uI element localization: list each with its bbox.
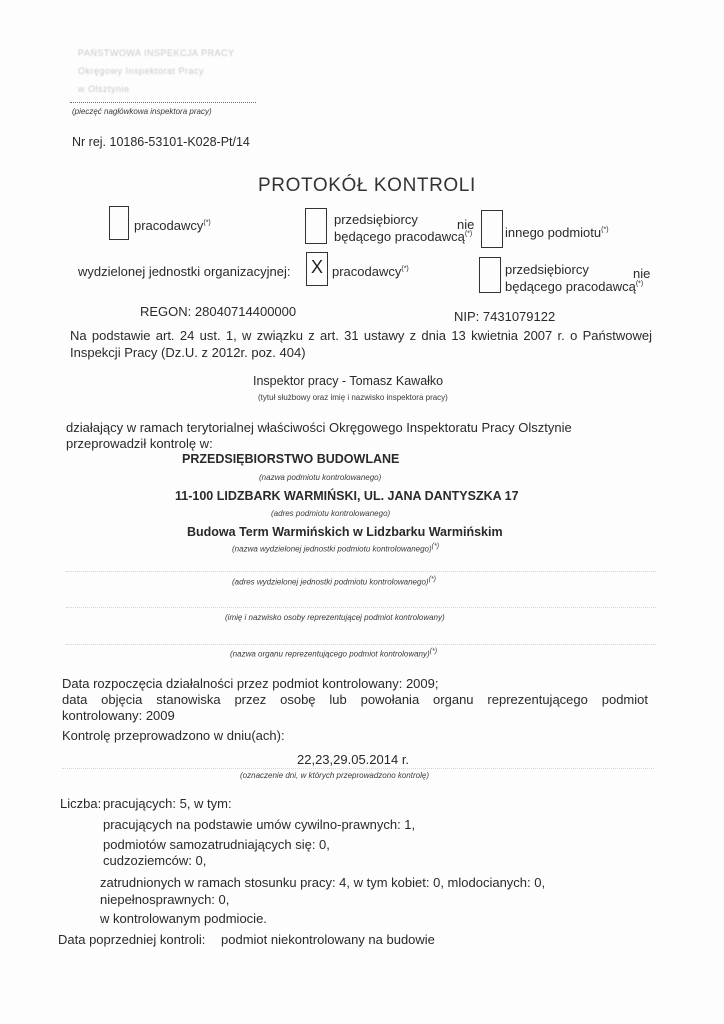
subject-unit: Budowa Term Warmińskich w Lidzbarku Warmińskim <box>187 525 503 539</box>
stamp-line-2: Okręgowy Inspektorat Pracy <box>78 66 205 76</box>
dotted-line-unit-address <box>66 571 656 572</box>
stamp-caption: (pieczęć nagłówkowa inspektora pracy) <box>72 107 212 116</box>
legal-basis-line-1: Na podstawie art. 24 ust. 1, w związku z art. 31 ustawy z dnia 13 kwietnia 2007 r. o Państwowej <box>70 328 652 343</box>
count-foreigners: cudzoziemców: 0, <box>103 853 207 868</box>
inspector-name: Inspektor pracy - Tomasz Kawałko <box>253 374 444 388</box>
unit-address-caption: (adres wydzielonej jednostki podmiotu kontrolowanego)(*) <box>232 576 436 587</box>
count-in-subject: w kontrolowanym podmiocie. <box>100 911 267 926</box>
stamp-dotted-line <box>70 102 256 103</box>
control-label: Kontrolę przeprowadzono w dniu(ach): <box>62 728 285 743</box>
label-pracodawcy-2: pracodawcy(*) <box>332 264 409 279</box>
dotted-line-control-days <box>62 768 654 769</box>
dotted-line-representative <box>66 607 656 608</box>
label-bedacego-2: będącego pracodawcą(*) <box>505 279 644 294</box>
representative-caption: (imię i nazwisko osoby reprezentującej podmiot kontrolowany) <box>225 613 445 622</box>
position-line-2: kontrolowany: 2009 <box>62 708 175 723</box>
legal-basis-line-2: Inspekcji Pracy (Dz.U. z 2012r. poz. 404) <box>70 345 306 360</box>
counts-label: Liczba: <box>60 796 102 811</box>
position-line-1: data objęcia stanowiska przez osobę lub powołania organu reprezentującego podmiot <box>62 692 648 707</box>
checkbox-pracodawcy[interactable] <box>109 206 129 240</box>
count-self-employed: podmiotów samozatrudniających się: 0, <box>103 837 330 852</box>
subject-name: PRZEDSIĘBIORSTWO BUDOWLANE <box>182 452 400 466</box>
activity-start: Data rozpoczęcia działalności przez podmiot kontrolowany: 2009; <box>62 676 439 691</box>
checkbox-przedsiebiorcy-2[interactable] <box>479 257 501 293</box>
label-bedacego: będącego pracodawcą(*) <box>334 229 473 244</box>
stamp-line-3: w Olsztynie <box>78 84 130 94</box>
label-wydzielonej: wydzielonej jednostki organizacyjnej: <box>78 264 291 279</box>
count-employed: zatrudnionych w ramach stosunku pracy: 4, w tym kobiet: 0, mlodocianych: 0, <box>100 875 546 890</box>
label-przedsiebiorcy: przedsiębiorcy <box>334 212 418 227</box>
acting-line-1: działający w ramach terytorialnej właściwości Okręgowego Inspektoratu Pracy Olsztynie <box>66 420 572 435</box>
acting-line-2: przeprowadził kontrolę w: <box>66 436 213 451</box>
subject-address-caption: (adres podmiotu kontrolowanego) <box>271 509 391 518</box>
nip: NIP: 7431079122 <box>454 309 556 324</box>
checkbox-pracodawcy-wydzielonej[interactable]: X <box>306 252 328 286</box>
inspector-caption: (tytuł służbowy oraz imię i nazwisko inspektora pracy) <box>258 393 448 402</box>
control-days: 22,23,29.05.2014 r. <box>297 752 410 767</box>
page-title: PROTOKÓŁ KONTROLI <box>258 175 476 196</box>
dotted-line-organ <box>66 644 656 645</box>
subject-name-caption: (nazwa podmiotu kontrolowanego) <box>259 473 382 482</box>
count-civil-contracts: pracujących na podstawie umów cywilno-prawnych: 1, <box>103 817 416 832</box>
checkbox-innego-podmiotu[interactable] <box>481 210 503 248</box>
count-workers: pracujących: 5, w tym: <box>103 796 232 811</box>
stamp-line-1: PAŃSTWOWA INSPEKCJA PRACY <box>78 48 235 58</box>
label-nie: nie <box>457 217 475 232</box>
checkbox-przedsiebiorcy-nie-pracodawca[interactable] <box>305 208 327 244</box>
subject-unit-caption: (nazwa wydzielonej jednostki podmiotu kontrolowanego)(*) <box>232 543 440 554</box>
label-nie-2: nie <box>633 266 651 281</box>
registry-number: Nr rej. 10186-53101-K028-Pt/14 <box>72 135 250 149</box>
previous-control-value: podmiot niekontrolowany na budowie <box>221 932 435 947</box>
label-innego-podmiotu: innego podmiotu(*) <box>505 225 609 240</box>
previous-control-label: Data poprzedniej kontroli: <box>58 932 206 947</box>
label-pracodawcy: pracodawcy(*) <box>134 218 211 233</box>
label-przedsiebiorcy-2: przedsiębiorcy <box>505 262 589 277</box>
control-days-caption: (oznaczenie dni, w których przeprowadzono kontrolę) <box>240 771 429 780</box>
count-disabled: niepełnosprawnych: 0, <box>100 892 230 907</box>
subject-address: 11-100 LIDZBARK WARMIŃSKI, UL. JANA DANTYSZKA 17 <box>175 489 519 503</box>
organ-caption: (nazwa organu reprezentującego podmiot kontrolowany)(*) <box>230 648 438 659</box>
regon: REGON: 28040714400000 <box>140 304 297 319</box>
